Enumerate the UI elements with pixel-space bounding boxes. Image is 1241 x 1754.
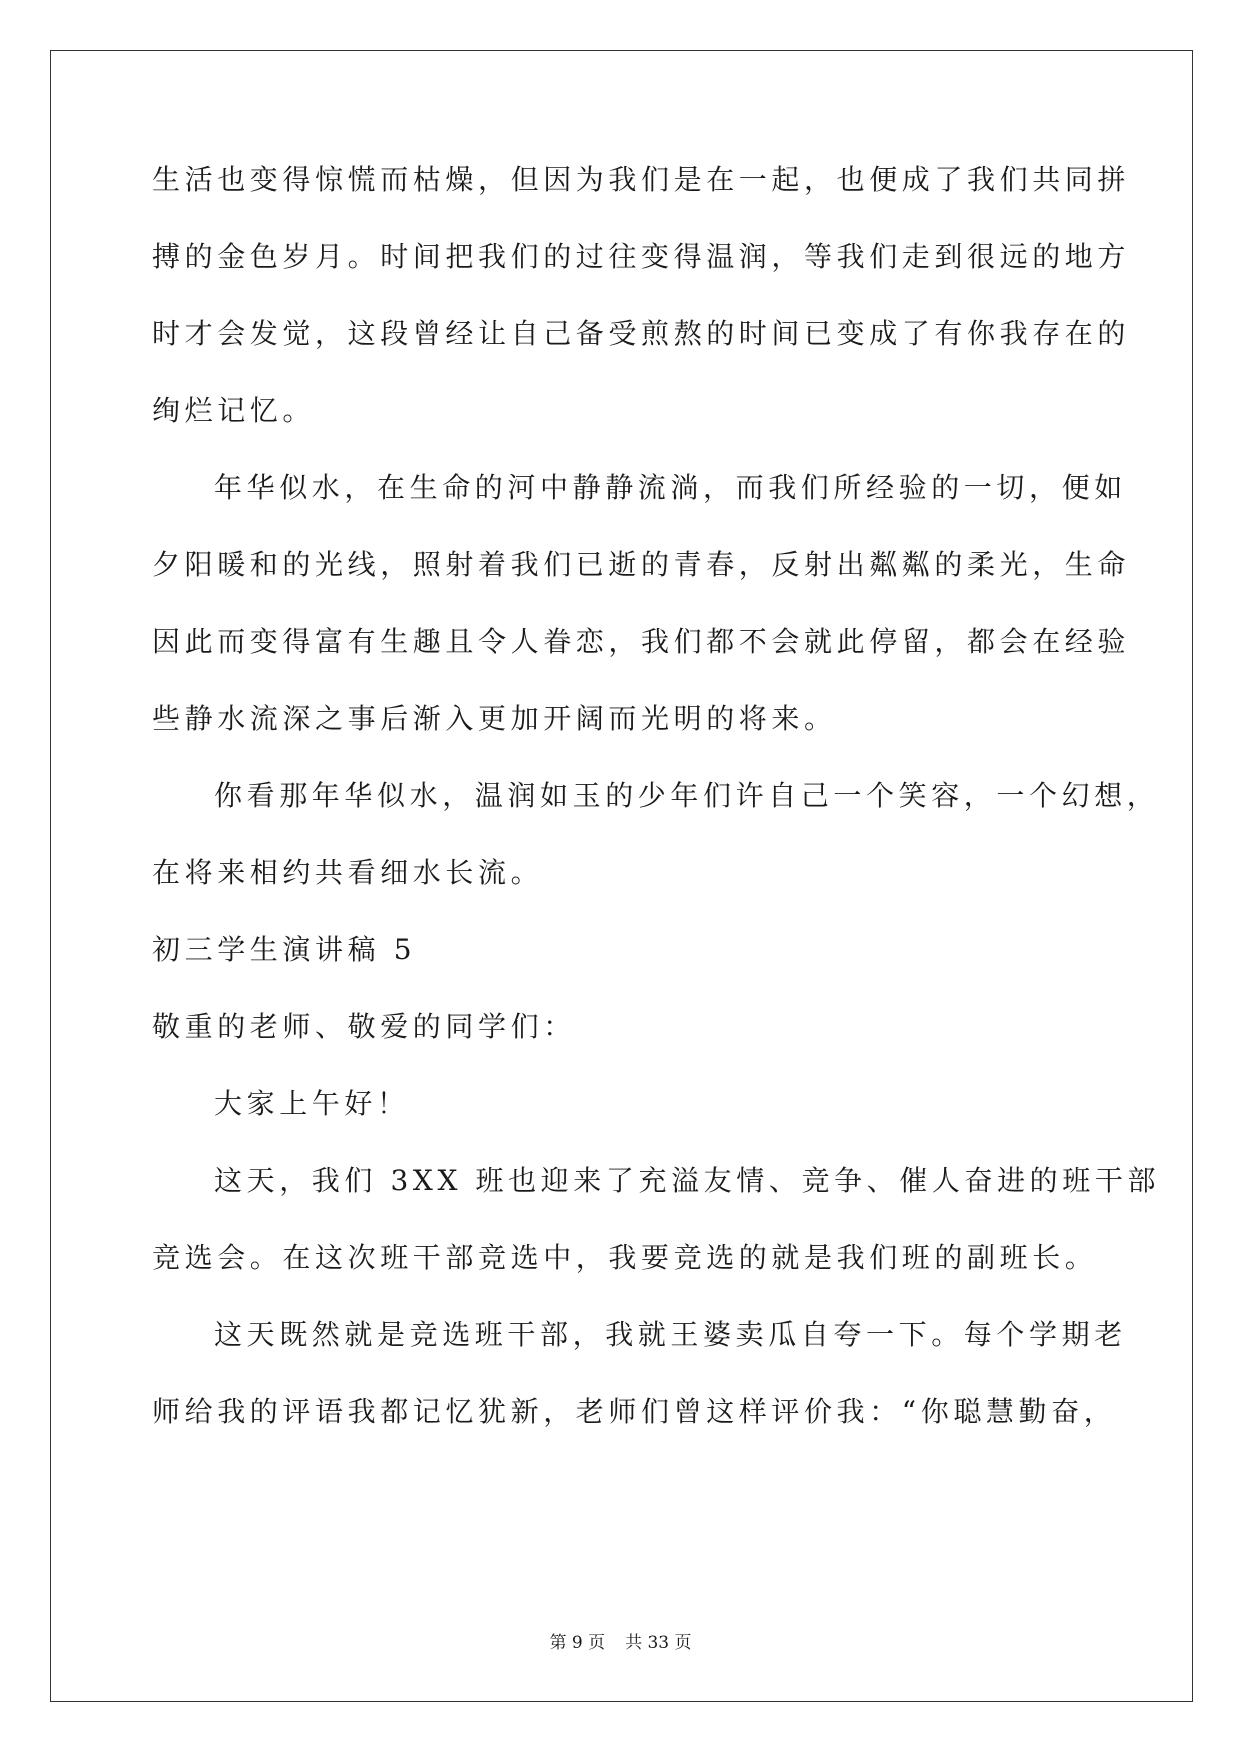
text-line: 搏的金色岁月。时间把我们的过往变得温润，等我们走到很远的地方 xyxy=(152,240,1131,273)
page-footer xyxy=(0,1628,1241,1653)
total-pages: 共 33 页 xyxy=(625,1633,692,1653)
text-line: 绚烂记忆。 xyxy=(152,394,316,427)
text-line: 时才会发觉，这段曾经让自己备受煎熬的时间已变成了有你我存在的 xyxy=(152,317,1131,350)
text-line: 竞选会。在这次班干部竞选中，我要竞选的就是我们班的副班长。 xyxy=(152,1241,1098,1274)
text-line: 这天，我们 3XX 班也迎来了充溢友情、竞争、催人奋进的班干部 xyxy=(214,1164,1161,1197)
text-line: 些静水流深之事后渐入更加开阔而光明的将来。 xyxy=(152,702,837,735)
text-line: 因此而变得富有生趣且令人眷恋，我们都不会就此停留，都会在经验 xyxy=(152,625,1131,658)
text-line: 这天既然就是竞选班干部，我就王婆卖瓜自夸一下。每个学期老 xyxy=(214,1318,1127,1351)
text-line: 师给我的评语我都记忆犹新，老师们曾这样评价我：“你聪慧勤奋， xyxy=(152,1395,1117,1428)
current-page-number: 第 9 页 xyxy=(549,1633,606,1653)
text-line: 年华似水，在生命的河中静静流淌，而我们所经验的一切，便如 xyxy=(214,471,1127,504)
text-line: 你看那年华似水，温润如玉的少年们许自己一个笑容，一个幻想， xyxy=(214,779,1160,812)
text-line: 在将来相约共看细水长流。 xyxy=(152,856,544,889)
text-line: 生活也变得惊慌而枯燥，但因为我们是在一起，也便成了我们共同拼 xyxy=(152,163,1131,196)
greeting: 大家上午好！ xyxy=(214,1087,410,1120)
text-line: 夕阳暖和的光线，照射着我们已逝的青春，反射出粼粼的柔光，生命 xyxy=(152,548,1131,581)
salutation: 敬重的老师、敬爱的同学们： xyxy=(152,1010,576,1043)
section-heading: 初三学生演讲稿 5 xyxy=(152,933,417,966)
